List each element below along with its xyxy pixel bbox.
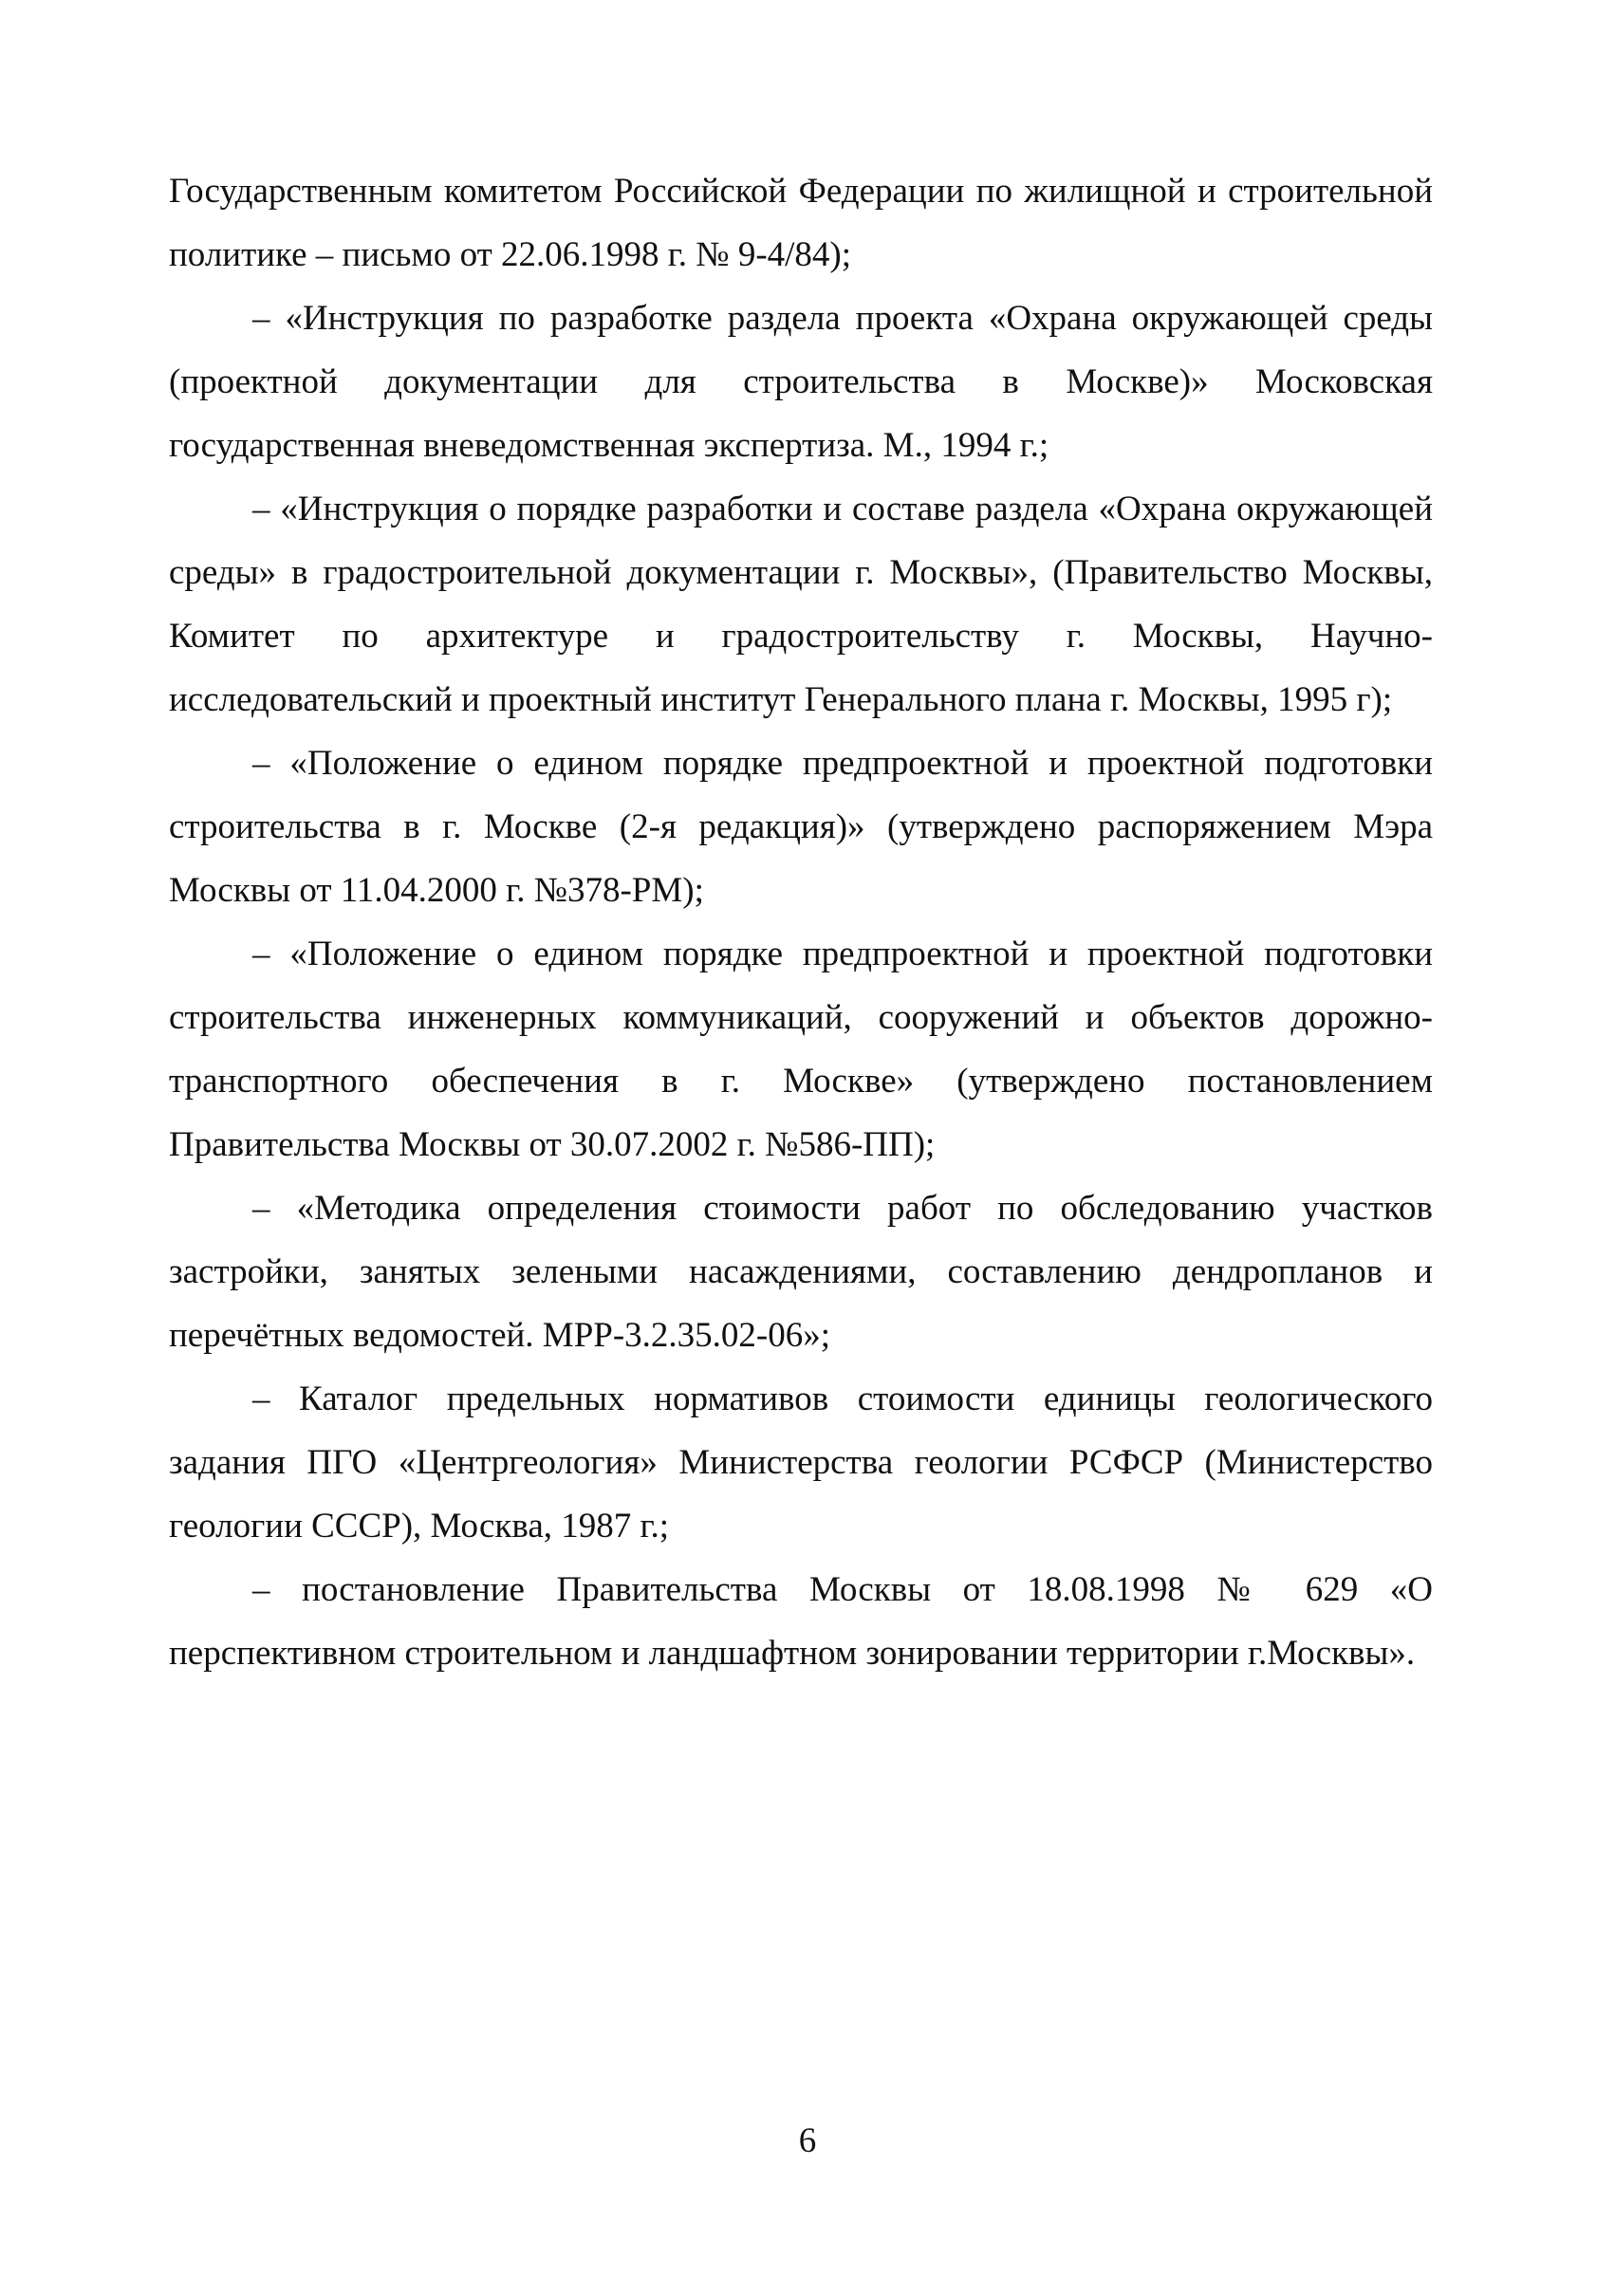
page-number: 6 — [798, 2121, 817, 2160]
list-item-instruction-procedure: – «Инструкция о порядке разработки и составе раздела «Охрана окружающей среды» в градостроительной документации г. Москвы», (Правительство Москвы, Комитет по архитектуре и градостроительству г. Москвы, Научно-исследовательский и проектный институт Генерального плана г. Москвы, 1995 г); — [169, 490, 1433, 719]
paragraph-continuation: Государственным комитетом Российской Федерации по жилищной и строительной политике – письмо от 22.06.1998 г. № 9-4/84); — [169, 172, 1433, 274]
body-text — [169, 159, 1433, 1685]
list-item-regulation-engineering: – «Положение о едином порядке предпроектной и проектной подготовки строительства инженерных коммуникаций, сооружений и объектов дорожно-транспортного обеспечения в г. Москве» (утверждено постановлением Правительства Москвы от 30.07.2002 г. №586-ПП); — [169, 935, 1433, 1164]
list-item-catalog: – Каталог предельных нормативов стоимости единицы геологического задания ПГО «Центргеология» Министерства геологии РСФСР (Министерство геологии СССР), Москва, 1987 г.; — [169, 1379, 1433, 1546]
list-item-instruction-design: – «Инструкция по разработке раздела проекта «Охрана окружающей среды (проектной документации для строительства в Москве)» Московская государственная вневедомственная экспертиза. М., 1994 г.; — [169, 299, 1433, 465]
list-item-methodology: – «Методика определения стоимости работ по обследованию участков застройки, занятых зелеными насаждениями, составлению дендропланов и перечётных ведомостей. МРР-3.2.35.02-06»; — [169, 1189, 1433, 1355]
list-item-resolution: – постановление Правительства Москвы от 18.08.1998 № 629 «О перспективном строительном и ландшафтном зонировании территории г.Москвы». — [169, 1570, 1433, 1673]
list-item-regulation-preproject: – «Положение о едином порядке предпроектной и проектной подготовки строительства в г. Москве (2-я редакция)» (утверждено распоряжением Мэра Москвы от 11.04.2000 г. №378-РМ); — [169, 744, 1433, 910]
